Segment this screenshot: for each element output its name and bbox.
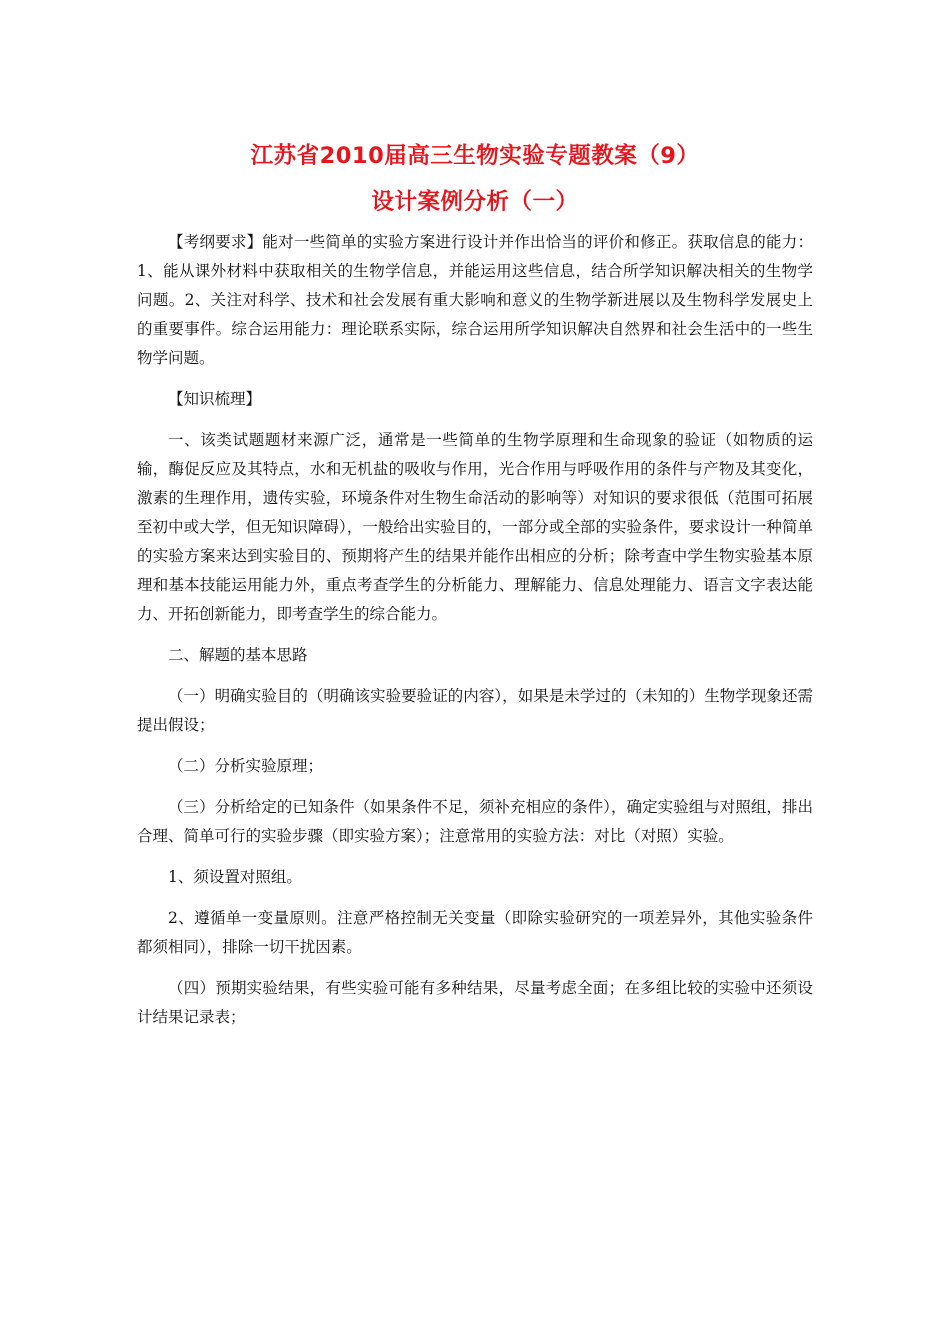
document-subtitle: 设计案例分析（一） xyxy=(371,189,579,215)
document-title: 江苏省2010届高三生物实验专题教案（9） xyxy=(250,143,700,169)
paragraph-rule-two: 2、遵循单一变量原则。注意严格控制无关变量（即除实验研究的一项差异外，其他实验条件都须相同），排除一切干扰因素。 xyxy=(137,909,813,956)
paragraph-section-two-heading: 二、解题的基本思路 xyxy=(168,646,308,664)
paragraph-exam-requirements: 【考纲要求】能对一些简单的实验方案进行设计并作出恰当的评价和修正。获取信息的能力：1、能从课外材料中获取相关的生物学信息，并能运用这些信息，结合所学知识解决相关的生物学问题。2、关注对科学、技术和社会发展有重大影响和意义的生物学新进展以及生物科学发展史上的重要事件。综合运用能力：理论联系实际，综合运用所学知识解决自然界和社会生活中的一些生物学问题。 xyxy=(137,233,813,367)
paragraph-knowledge-heading: 【知识梳理】 xyxy=(168,390,262,408)
paragraph-step-three: （三）分析给定的已知条件（如果条件不足，须补充相应的条件），确定实验组与对照组，排出合理、简单可行的实验步骤（即实验方案）；注意常用的实验方法：对比（对照）实验。 xyxy=(137,798,813,845)
paragraph-step-one: （一）明确实验目的（明确该实验要验证的内容），如果是未学过的（未知的）生物学现象还需提出假设； xyxy=(137,687,813,734)
paragraph-step-two: （二）分析实验原理； xyxy=(168,757,324,775)
paragraph-rule-one: 1、须设置对照组。 xyxy=(168,868,302,886)
paragraph-section-one: 一、该类试题题材来源广泛，通常是一些简单的生物学原理和生命现象的验证（如物质的运输，酶促反应及其特点，水和无机盐的吸收与作用，光合作用与呼吸作用的条件与产物及其变化，激素的生理作用，遗传实验，环境条件对生物生命活动的影响等）对知识的要求很低（范围可拓展至初中或大学，但无知识障碍），一般给出实验目的，一部分或全部的实验条件，要求设计一种简单的实验方案来达到实验目的、预期将产生的结果并能作出相应的分析；除考查中学生物实验基本原理和基本技能运用能力外，重点考查学生的分析能力、理解能力、信息处理能力、语言文字表达能力、开拓创新能力，即考查学生的综合能力。 xyxy=(137,431,813,623)
document-body xyxy=(137,222,813,1038)
paragraph-step-four: （四）预期实验结果，有些实验可能有多种结果，尽量考虑全面；在多组比较的实验中还须设计结果记录表； xyxy=(137,979,813,1026)
